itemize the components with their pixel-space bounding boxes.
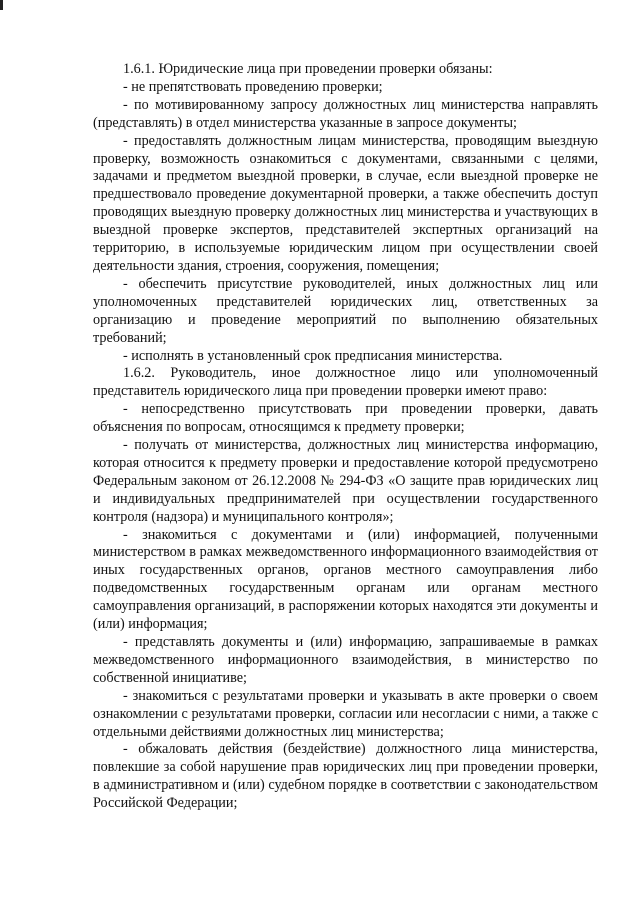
paragraph-right-receive-information: - получать от министерства, должностных лиц министерства информацию, которая относится к предмету проверки и предоставление которой предусмотрено Федеральным законом от 26.12.2008 № 294-ФЗ «О защите прав юридических лиц и индивидуальных предпринимателей при осуществлении государственного контроля (надзора) и муниципального контроля»; — [93, 437, 598, 525]
paragraph-1-6-1-heading: 1.6.1. Юридические лица при проведении проверки обязаны: — [123, 61, 493, 77]
paragraph-1-6-2-heading: 1.6.2. Руководитель, иное должностное лицо или уполномоченный представитель юридического лица при проведении проверки имеют право: — [93, 365, 598, 400]
paragraph-obligation-provide-access: - предоставлять должностным лицам министерства, проводящим выездную проверку, возможность ознакомиться с документами, связанными с целями, задачами и предметом выездной проверки, в случае, если выездной проверке не предшествовало проведение документарной проверки, а также обеспечить доступ проводящих выездную проверку должностных лиц министерства и участвующих в выездной проверке экспертов, представителей экспертных организаций на территорию, в используемые юридическим лицом при осуществлении своей деятельности здания, строения, сооружения, помещения; — [93, 132, 598, 274]
paragraph-right-submit-documents: - представлять документы и (или) информацию, запрашиваемые в рамках межведомственного информационного взаимодействия, в министерство по собственной инициативе; — [93, 634, 598, 686]
paragraph-obligation-ensure-presence: - обеспечить присутствие руководителей, иных должностных лиц или уполномоченных представителей юридических лиц, ответственных за организацию и проведение мероприятий по выполнению обязательных требований; — [93, 275, 598, 346]
paragraph-obligation-execute-orders: - исполнять в установленный срок предписания министерства. — [123, 347, 503, 364]
paragraph-right-appeal: - обжаловать действия (бездействие) должностного лица министерства, повлекшие за собой нарушение прав юридических лиц при проведении проверки, в административном и (или) судебном порядке в соответствии с законодательством Российской Федерации; — [93, 741, 598, 812]
scan-corner-mark — [0, 0, 3, 10]
paragraph-right-be-present: - непосредственно присутствовать при проведении проверки, давать объяснения по вопросам, относящимся к предмету проверки; — [93, 401, 598, 436]
paragraph-obligation-no-obstruction: - не препятствовать проведению проверки; — [123, 78, 383, 95]
paragraph-right-review-documents: - знакомиться с документами и (или) информацией, полученными министерством в рамках межведомственного информационного взаимодействия от иных государственных органов, органов местного самоуправления либо подведомственных государственным органам или органам местного самоуправления организаций, в распоряжении которых находятся эти документы и (или) информация; — [93, 526, 598, 633]
paragraph-obligation-send-documents: - по мотивированному запросу должностных лиц министерства направлять (представлять) в отдел министерства указанные в запросе документы; — [93, 96, 598, 131]
document-body — [93, 61, 598, 813]
paragraph-right-review-results: - знакомиться с результатами проверки и указывать в акте проверки о своем ознакомлении с результатами проверки, согласии или несогласии с ними, а также с отдельными действиями должностных лиц министерства; — [93, 687, 598, 740]
